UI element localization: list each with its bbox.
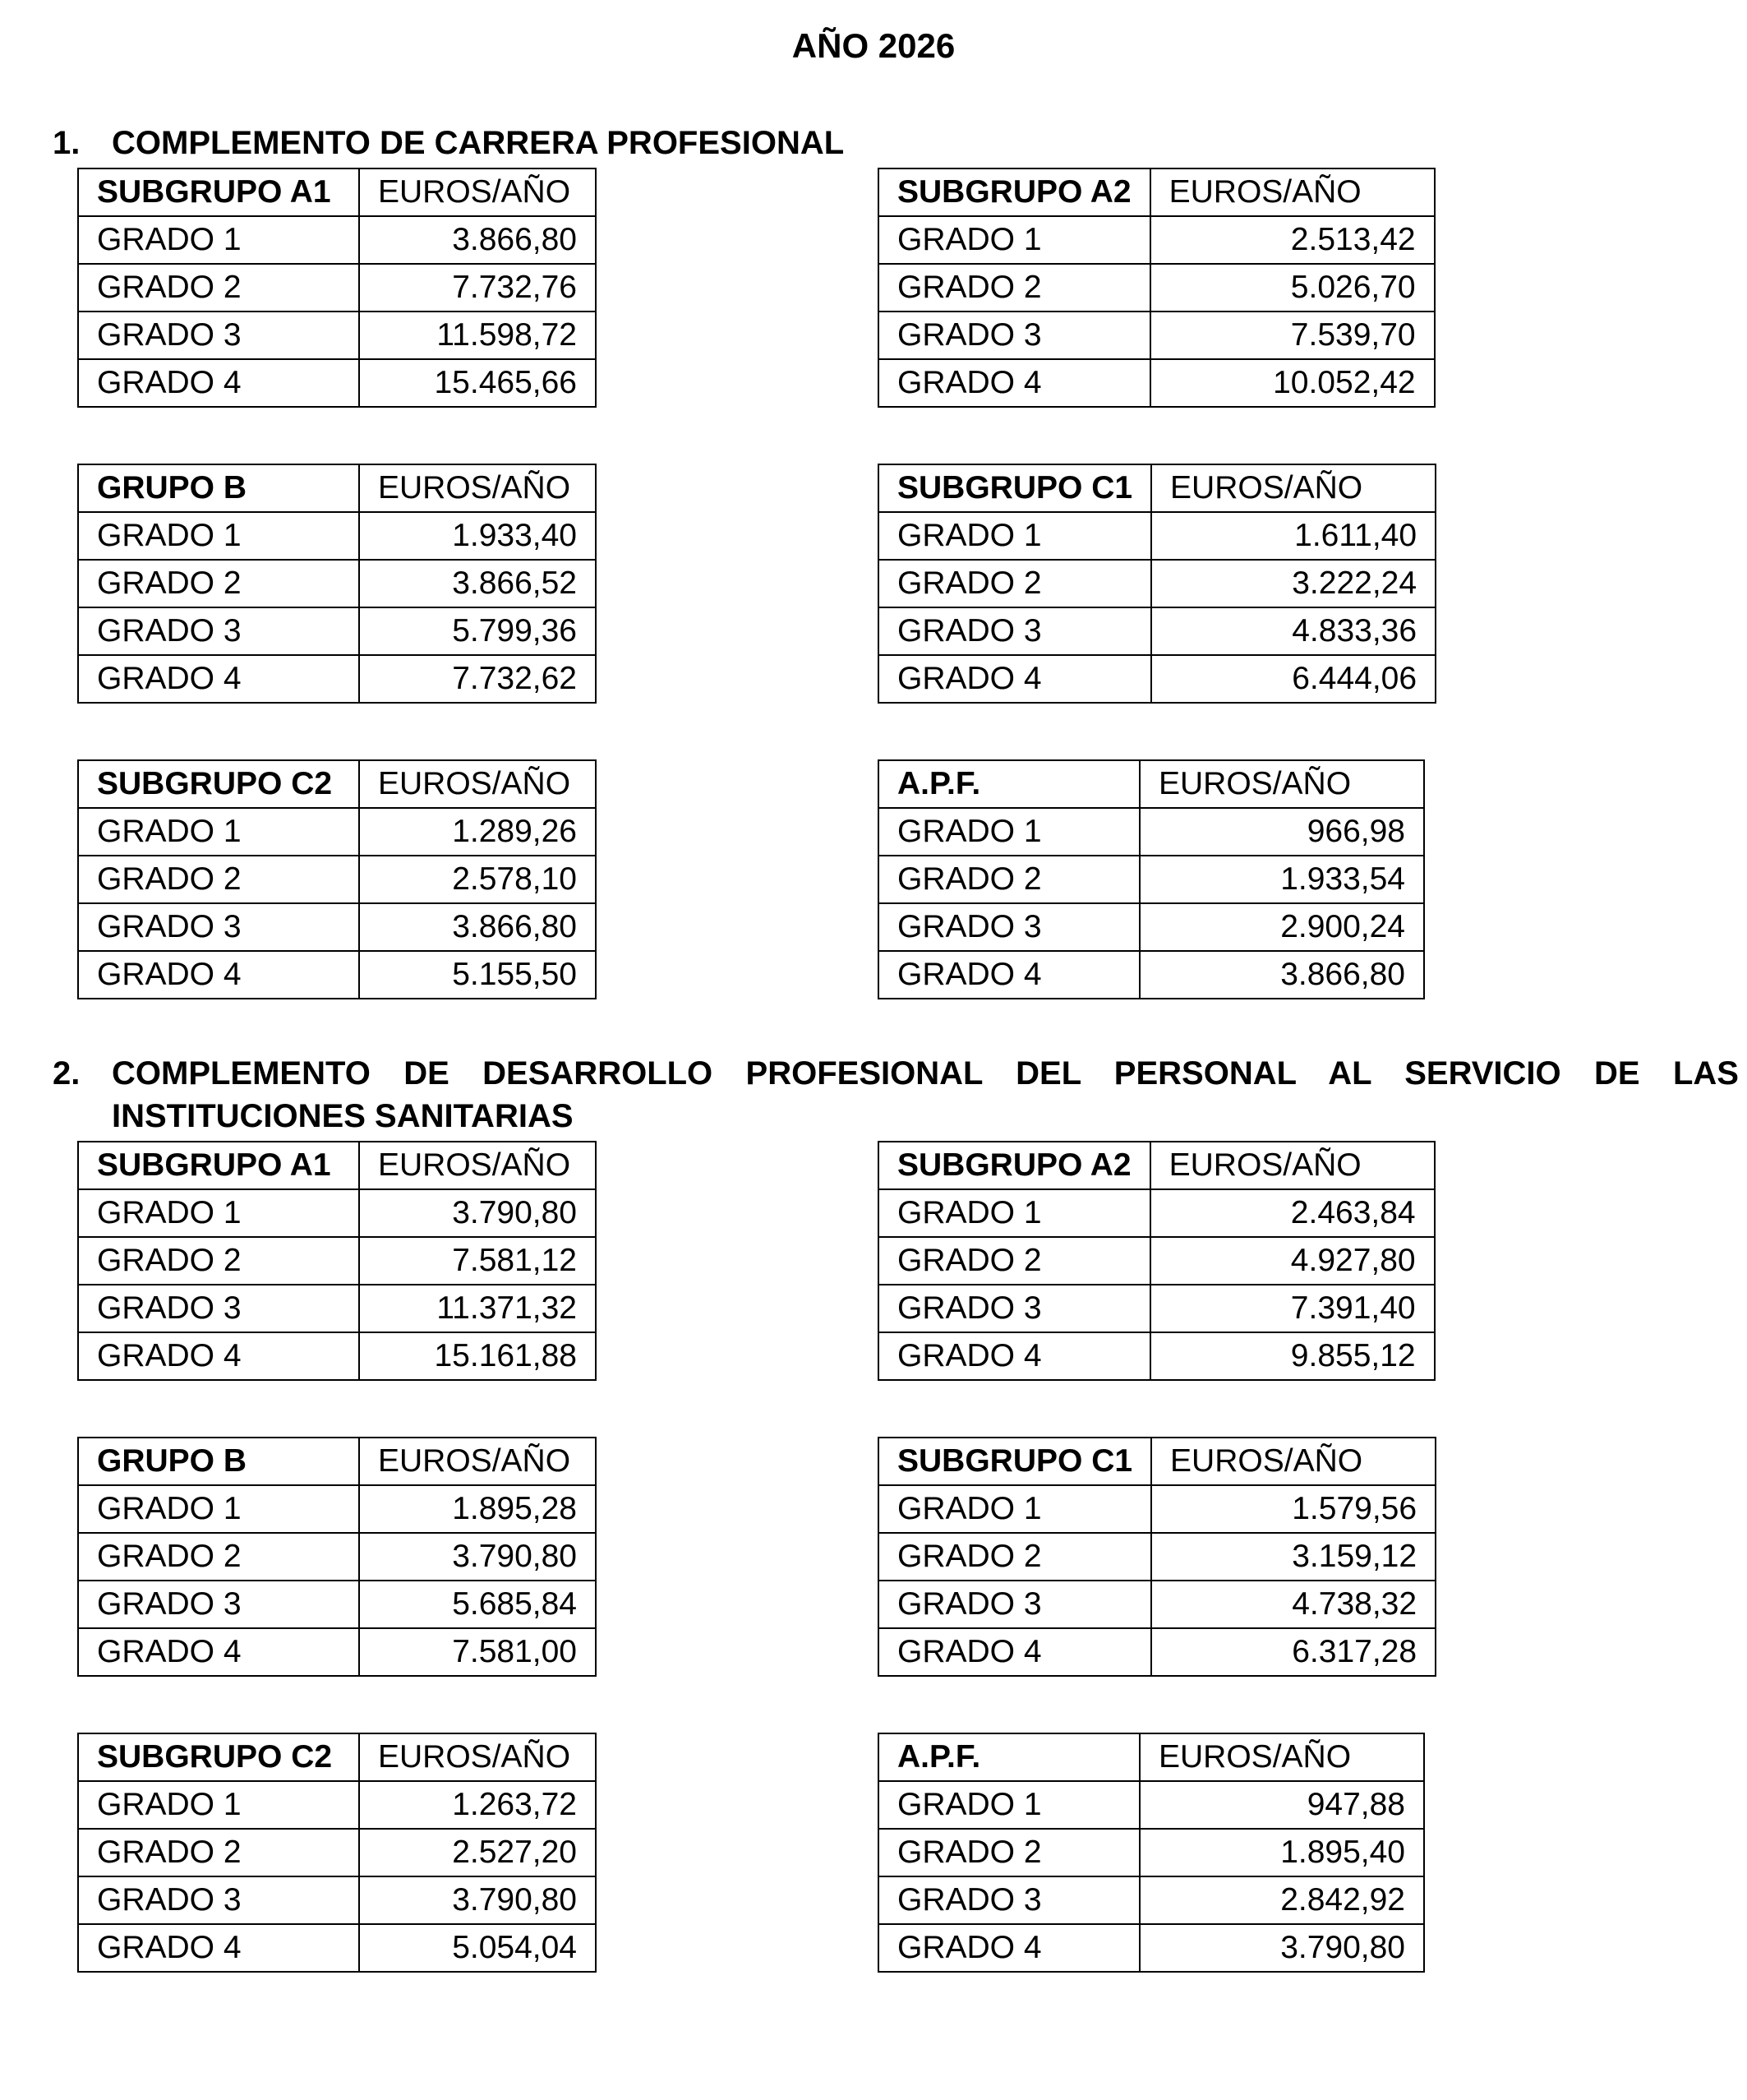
grade-label: GRADO 3 (878, 1285, 1150, 1332)
group-label: SUBGRUPO A2 (878, 168, 1150, 216)
grade-value: 2.842,92 (1140, 1876, 1424, 1924)
grade-value: 3.790,80 (1140, 1924, 1424, 1972)
section-heading (53, 122, 1739, 164)
grade-label: GRADO 3 (78, 1581, 359, 1628)
grade-value: 7.581,12 (359, 1237, 596, 1285)
table-header-row (878, 464, 1436, 512)
complement-table (77, 1141, 597, 1381)
group-label: SUBGRUPO A1 (78, 1142, 359, 1189)
table-row (878, 312, 1435, 359)
table-row (878, 856, 1424, 903)
table-row (78, 1237, 596, 1285)
table-row (878, 1829, 1424, 1876)
unit-label: EUROS/AÑO (1140, 1733, 1424, 1781)
table-header-row (78, 1733, 596, 1781)
grade-label: GRADO 2 (878, 1533, 1151, 1581)
grade-label: GRADO 3 (878, 1876, 1140, 1924)
table-row (78, 512, 596, 560)
grade-value: 1.933,40 (359, 512, 596, 560)
table-row (78, 1189, 596, 1237)
table-row (878, 1533, 1436, 1581)
grade-label: GRADO 1 (78, 1485, 359, 1533)
table-row (78, 1876, 596, 1924)
group-label: GRUPO B (78, 464, 359, 512)
grade-label: GRADO 3 (878, 1581, 1151, 1628)
grade-label: GRADO 4 (878, 655, 1151, 703)
table-row (878, 1332, 1435, 1380)
group-label: SUBGRUPO A2 (878, 1142, 1150, 1189)
grade-label: GRADO 1 (78, 1189, 359, 1237)
table-row (878, 951, 1424, 999)
grade-value: 1.933,54 (1140, 856, 1424, 903)
table-row (78, 216, 596, 264)
grade-label: GRADO 1 (78, 216, 359, 264)
unit-label: EUROS/AÑO (359, 168, 596, 216)
grade-value: 1.895,28 (359, 1485, 596, 1533)
group-label: SUBGRUPO C1 (878, 1438, 1151, 1485)
grade-value: 3.866,80 (359, 216, 596, 264)
unit-label: EUROS/AÑO (359, 464, 596, 512)
grade-value: 3.159,12 (1151, 1533, 1436, 1581)
grade-label: GRADO 4 (78, 951, 359, 999)
grade-value: 7.732,62 (359, 655, 596, 703)
group-label: A.P.F. (878, 1733, 1140, 1781)
table-row (878, 903, 1424, 951)
table-header-row (78, 760, 596, 808)
complement-table (77, 464, 597, 704)
table-row (78, 1924, 596, 1972)
grade-label: GRADO 2 (78, 264, 359, 312)
grade-value: 7.539,70 (1150, 312, 1435, 359)
grade-label: GRADO 4 (78, 1628, 359, 1676)
grade-value: 9.855,12 (1150, 1332, 1435, 1380)
table-row (878, 1189, 1435, 1237)
grade-label: GRADO 2 (878, 264, 1150, 312)
grade-label: GRADO 4 (78, 655, 359, 703)
table-row (878, 1628, 1436, 1676)
grade-label: GRADO 4 (878, 1924, 1140, 1972)
table-row (78, 856, 596, 903)
table-row (878, 808, 1424, 856)
grade-label: GRADO 1 (78, 512, 359, 560)
grade-label: GRADO 3 (78, 1285, 359, 1332)
grade-value: 5.155,50 (359, 951, 596, 999)
grade-value: 3.222,24 (1151, 560, 1436, 607)
grade-label: GRADO 2 (78, 1237, 359, 1285)
table-row (78, 1829, 596, 1876)
table-row (78, 1332, 596, 1380)
table-header-row (878, 1142, 1435, 1189)
table-row (878, 607, 1436, 655)
complement-table (77, 168, 597, 408)
table-row (878, 1485, 1436, 1533)
table-header-row (78, 1438, 596, 1485)
table-row (78, 1533, 596, 1581)
complement-table (77, 1733, 597, 1973)
unit-label: EUROS/AÑO (1150, 168, 1435, 216)
unit-label: EUROS/AÑO (359, 1733, 596, 1781)
grade-label: GRADO 4 (878, 1628, 1151, 1676)
table-row (878, 512, 1436, 560)
table-row (878, 1285, 1435, 1332)
table-row (78, 607, 596, 655)
section-title: COMPLEMENTO DE DESARROLLO PROFESIONAL DEL PERSONAL AL SERVICIO DE LAS INSTITUCIONES SANITARIAS (112, 1055, 1739, 1134)
grade-label: GRADO 4 (878, 1332, 1150, 1380)
section-heading (53, 1052, 1739, 1138)
group-label: A.P.F. (878, 760, 1140, 808)
grade-value: 6.444,06 (1151, 655, 1436, 703)
unit-label: EUROS/AÑO (359, 1438, 596, 1485)
grade-label: GRADO 3 (78, 1876, 359, 1924)
table-header-row (78, 1142, 596, 1189)
grade-label: GRADO 2 (78, 560, 359, 607)
grade-value: 4.833,36 (1151, 607, 1436, 655)
unit-label: EUROS/AÑO (1140, 760, 1424, 808)
table-row (878, 655, 1436, 703)
grade-label: GRADO 4 (878, 359, 1150, 407)
grade-label: GRADO 2 (878, 1829, 1140, 1876)
table-row (78, 359, 596, 407)
table-row (878, 216, 1435, 264)
complement-table (77, 1437, 597, 1677)
grade-label: GRADO 1 (78, 1781, 359, 1829)
table-row (78, 808, 596, 856)
grade-label: GRADO 1 (878, 1189, 1150, 1237)
grade-value: 3.866,52 (359, 560, 596, 607)
unit-label: EUROS/AÑO (1150, 1142, 1435, 1189)
grade-value: 966,98 (1140, 808, 1424, 856)
grade-label: GRADO 2 (878, 1237, 1150, 1285)
grade-value: 1.611,40 (1151, 512, 1436, 560)
table-row (878, 1781, 1424, 1829)
grade-label: GRADO 4 (878, 951, 1140, 999)
grade-value: 6.317,28 (1151, 1628, 1436, 1676)
grade-value: 947,88 (1140, 1781, 1424, 1829)
table-header-row (878, 168, 1435, 216)
grade-label: GRADO 3 (78, 312, 359, 359)
section-number: 2. (53, 1055, 81, 1092)
grade-value: 7.391,40 (1150, 1285, 1435, 1332)
table-row (78, 1628, 596, 1676)
table-row (878, 1237, 1435, 1285)
grade-label: GRADO 2 (78, 856, 359, 903)
table-header-row (78, 168, 596, 216)
complement-table (878, 1437, 1436, 1677)
grade-value: 10.052,42 (1150, 359, 1435, 407)
table-row (78, 1485, 596, 1533)
group-label: SUBGRUPO C2 (78, 760, 359, 808)
grade-value: 3.866,80 (1140, 951, 1424, 999)
grade-value: 11.371,32 (359, 1285, 596, 1332)
grade-value: 15.161,88 (359, 1332, 596, 1380)
section-title: COMPLEMENTO DE CARRERA PROFESIONAL (112, 125, 845, 161)
table-header-row (878, 1733, 1424, 1781)
grade-label: GRADO 1 (878, 1781, 1140, 1829)
grade-label: GRADO 1 (878, 808, 1140, 856)
group-label: SUBGRUPO A1 (78, 168, 359, 216)
table-row (78, 951, 596, 999)
table-row (878, 1876, 1424, 1924)
table-row (878, 560, 1436, 607)
grade-value: 1.263,72 (359, 1781, 596, 1829)
grade-value: 2.578,10 (359, 856, 596, 903)
grade-value: 11.598,72 (359, 312, 596, 359)
grade-value: 5.054,04 (359, 1924, 596, 1972)
grade-value: 4.927,80 (1150, 1237, 1435, 1285)
page-title: AÑO 2026 (791, 26, 956, 65)
grade-value: 4.738,32 (1151, 1581, 1436, 1628)
table-row (78, 903, 596, 951)
grade-value: 2.513,42 (1150, 216, 1435, 264)
grade-value: 1.895,40 (1140, 1829, 1424, 1876)
complement-table (878, 759, 1425, 999)
complement-table (878, 1733, 1425, 1973)
table-row (878, 264, 1435, 312)
group-label: SUBGRUPO C2 (78, 1733, 359, 1781)
grade-label: GRADO 3 (878, 607, 1151, 655)
grade-label: GRADO 3 (878, 903, 1140, 951)
grade-label: GRADO 1 (878, 1485, 1151, 1533)
table-row (878, 1581, 1436, 1628)
table-row (78, 1581, 596, 1628)
grade-value: 5.799,36 (359, 607, 596, 655)
table-row (78, 655, 596, 703)
table-row (78, 312, 596, 359)
table-row (78, 560, 596, 607)
grade-value: 3.790,80 (359, 1876, 596, 1924)
unit-label: EUROS/AÑO (1151, 1438, 1436, 1485)
grade-value: 3.866,80 (359, 903, 596, 951)
table-header-row (878, 760, 1424, 808)
table-header-row (878, 1438, 1436, 1485)
grade-value: 2.900,24 (1140, 903, 1424, 951)
complement-table (878, 464, 1436, 704)
grade-label: GRADO 4 (78, 1924, 359, 1972)
section-number: 1. (53, 125, 81, 161)
complement-table (878, 168, 1436, 408)
grade-value: 7.581,00 (359, 1628, 596, 1676)
grade-label: GRADO 3 (878, 312, 1150, 359)
table-row (878, 359, 1435, 407)
grade-value: 3.790,80 (359, 1533, 596, 1581)
group-label: SUBGRUPO C1 (878, 464, 1151, 512)
grade-value: 2.527,20 (359, 1829, 596, 1876)
table-row (78, 264, 596, 312)
grade-value: 5.026,70 (1150, 264, 1435, 312)
grade-value: 15.465,66 (359, 359, 596, 407)
grade-value: 3.790,80 (359, 1189, 596, 1237)
grade-value: 2.463,84 (1150, 1189, 1435, 1237)
grade-label: GRADO 1 (878, 512, 1151, 560)
unit-label: EUROS/AÑO (1151, 464, 1436, 512)
grade-label: GRADO 2 (78, 1533, 359, 1581)
complement-table (77, 759, 597, 999)
unit-label: EUROS/AÑO (359, 760, 596, 808)
grade-label: GRADO 1 (878, 216, 1150, 264)
grade-label: GRADO 4 (78, 1332, 359, 1380)
table-header-row (78, 464, 596, 512)
grade-value: 1.289,26 (359, 808, 596, 856)
table-row (78, 1781, 596, 1829)
grade-value: 1.579,56 (1151, 1485, 1436, 1533)
grade-label: GRADO 4 (78, 359, 359, 407)
table-row (78, 1285, 596, 1332)
grade-label: GRADO 2 (78, 1829, 359, 1876)
group-label: GRUPO B (78, 1438, 359, 1485)
grade-label: GRADO 3 (78, 903, 359, 951)
grade-value: 7.732,76 (359, 264, 596, 312)
table-row (878, 1924, 1424, 1972)
grade-label: GRADO 2 (878, 560, 1151, 607)
complement-table (878, 1141, 1436, 1381)
grade-label: GRADO 2 (878, 856, 1140, 903)
grade-label: GRADO 1 (78, 808, 359, 856)
unit-label: EUROS/AÑO (359, 1142, 596, 1189)
grade-value: 5.685,84 (359, 1581, 596, 1628)
grade-label: GRADO 3 (78, 607, 359, 655)
